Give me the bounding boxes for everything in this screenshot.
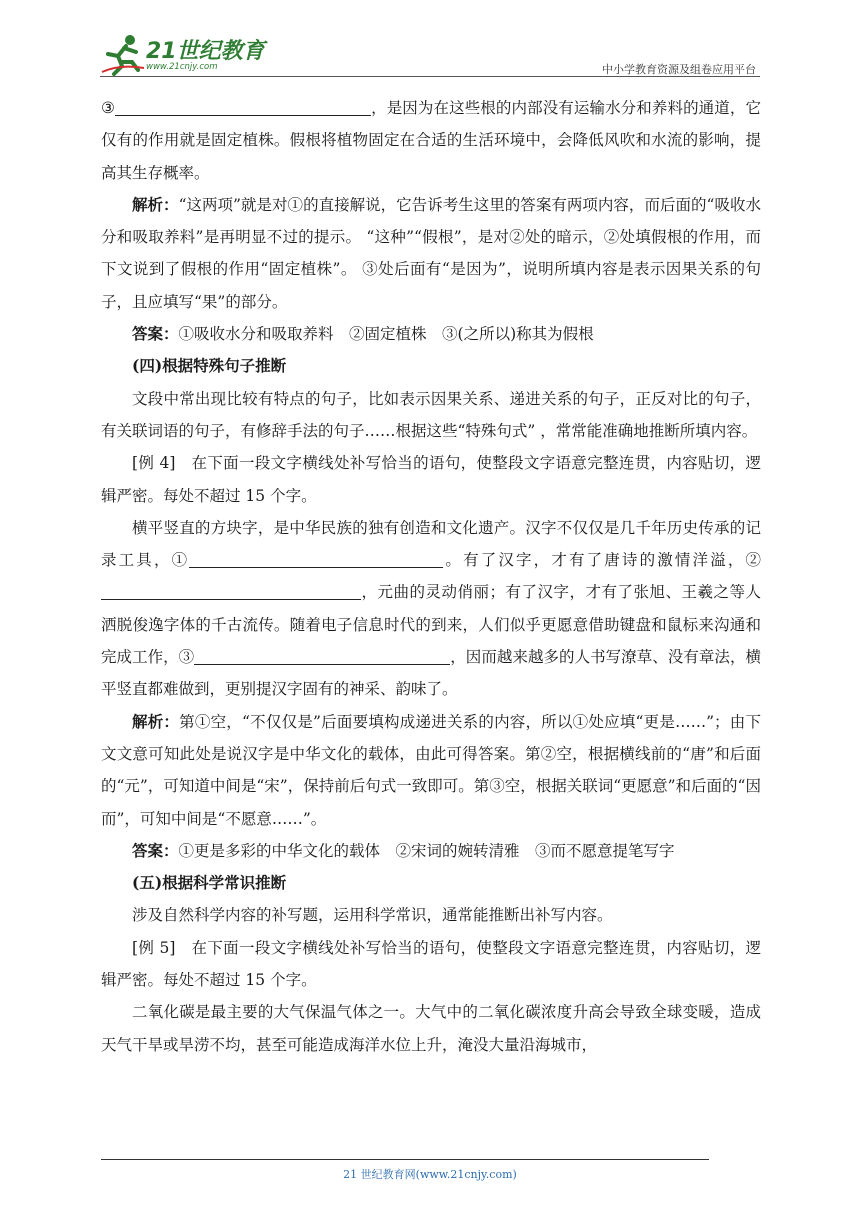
paragraph-text: ，是因为在这些根的内部没有运输水分和养料的通道，它仅有的作用就是固定植株。假根将植物固定在合适的生活环境中，会降低风吹和水流的影响，提高其生存概率。: [101, 99, 761, 182]
passage-text: ，因而越来越多的人书写潦草、没有章法，横平竖直都难做到，更别提汉字固有的神采、韵味了。: [101, 648, 761, 699]
section-heading: (四)根据特殊句子推断: [132, 356, 287, 376]
analysis-label: 解析：: [132, 194, 179, 214]
blank-marker: ③: [101, 99, 115, 117]
answer-blank: [101, 581, 361, 600]
paragraph: [101, 92, 761, 189]
answer-label: 答案：: [132, 840, 179, 860]
answer-text: ①更是多彩的中华文化的载体 ②宋词的婉转清雅 ③而不愿意提笔写字: [178, 841, 675, 860]
answer-blank: [194, 646, 450, 665]
answer-label: 答案：: [132, 324, 179, 344]
section-heading: (五)根据科学常识推断: [132, 873, 287, 893]
paragraph: 文段中常出现比较有特点的句子，比如表示因果关系、递进关系的句子，正反对比的句子，有关联词语的句子，有修辞手法的句子……根据这些“特殊句式” ，常常能准确地推断所填内容。: [101, 389, 761, 440]
example-prompt: [例 5] 在下面一段文字横线处补写恰当的语句，使整段文字语意完整连贯，内容贴切，逻辑严密。每处不超过 15 个字。: [101, 938, 761, 990]
site-logo[interactable]: [100, 32, 270, 76]
analysis-paragraph: [101, 189, 761, 318]
header-divider: [100, 76, 760, 77]
answer-blank: [189, 549, 443, 568]
passage-text: 。有了汉字，才有了唐诗的激情洋溢，②: [443, 551, 761, 570]
platform-name: 中小学教育资源及组卷应用平台: [602, 63, 756, 76]
answer-text: ①吸收水分和吸取养料 ②固定植株 ③(之所以)称其为假根: [178, 325, 594, 344]
answer-blank: [115, 97, 371, 116]
analysis-text: 第①空，“不仅仅是”后面要填构成递进关系的内容，所以①处应填“更是……”；由下文文意可知此处是说汉字是中华文化的载体，由此可得答案。第②空，根据横线前的“唐”和后面的“元”，可知道中间是“宋”，保持前后句式一致即可。第③空，根据关联词“更愿意”和后面的“因而”，可知中间是“不愿意……”。: [101, 712, 761, 828]
footer-link[interactable]: 21 世纪教育网(www.21cnjy.com): [343, 1168, 517, 1181]
analysis-text: “这两项”就是对①的直接解说，它告诉考生这里的答案有两项内容，而后面的“吸收水分和吸取养料”是再明显不过的提示。 “这种”“假根”，是对②处的暗示，②处填假根的作用，而下文说到了假根的作用“固定植株”。 ③处后面有“是因为”，说明所填内容是表示因果关系的句子，且应填写“果”的部分。: [101, 195, 761, 311]
passage-text: ，元曲的灵动俏丽；有了汉字，才有了张旭、王羲之等人洒脱俊逸字体的千古流传。随着电子信息时代的到来，人们似乎更愿意借助键盘和鼠标来沟通和完成工作，③: [101, 583, 761, 667]
paragraph: 涉及自然科学内容的补写题，运用科学常识，通常能推断出补写内容。: [132, 906, 613, 925]
answer-paragraph: [101, 318, 761, 350]
example-passage: [101, 512, 761, 706]
logo-text: 21世纪教育: [146, 39, 265, 64]
document-body: [101, 92, 761, 1061]
example-passage: 二氧化碳是最主要的大气保温气体之一。大气中的二氧化碳浓度升高会导致全球变暖，造成天气干旱或旱涝不均，甚至可能造成海洋水位上升，淹没大量沿海城市，: [101, 1003, 761, 1054]
page-header: [100, 28, 760, 80]
footer-divider: [101, 1159, 709, 1160]
example-prompt: [例 4] 在下面一段文字横线处补写恰当的语句，使整段文字语意完整连贯，内容贴切，逻辑严密。每处不超过 15 个字。: [101, 454, 761, 505]
analysis-label: 解析：: [132, 711, 180, 731]
analysis-paragraph: [101, 706, 761, 835]
answer-paragraph: [101, 835, 761, 867]
runner-logo-icon: [100, 32, 146, 76]
logo-url: www.21cnjy.com: [146, 62, 218, 72]
passage-text: 横平竖直的方块字，是中华民族的独有创造和文化遗产。汉字不仅仅是几千年历史传承的记录工具，①: [101, 518, 761, 570]
